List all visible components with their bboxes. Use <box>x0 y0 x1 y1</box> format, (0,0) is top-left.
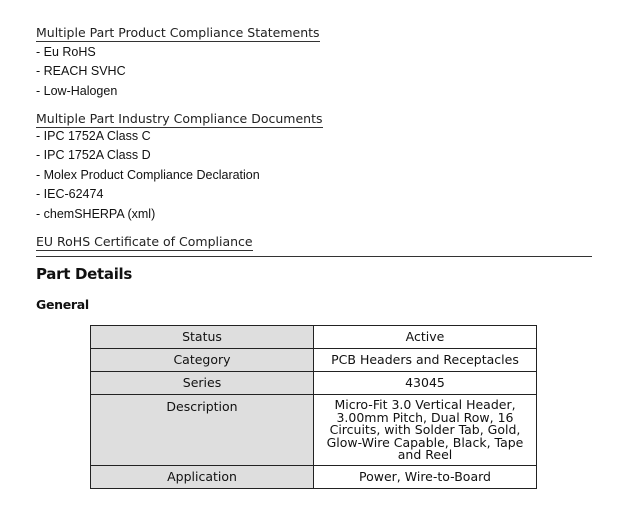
rohs-certificate-heading[interactable]: EU RoHS Certificate of Compliance <box>36 234 253 249</box>
list-item: - REACH SVHC <box>36 64 126 79</box>
list-item: - Eu RoHS <box>36 45 96 59</box>
table-row <box>91 326 537 349</box>
list-item: - chemSHERPA (xml) <box>36 206 156 221</box>
application-label: Application <box>91 465 314 488</box>
description-value: Micro-Fit 3.0 Vertical Header, 3.00mm Pitch, Dual Row, 16 Circuits, with Solder Tab, Gold, Glow-Wire Capable, Black, Tape and Reel <box>314 395 537 466</box>
general-subtitle: General <box>36 297 89 312</box>
industry-compliance-list <box>36 127 260 224</box>
product-compliance-heading[interactable]: Multiple Part Product Compliance Statements <box>36 25 320 40</box>
product-compliance-list <box>36 43 126 101</box>
description-label: Description <box>91 395 314 466</box>
section-divider <box>36 256 592 257</box>
list-item: - IEC-62474 <box>36 187 104 202</box>
list-item: - Low-Halogen <box>36 83 118 98</box>
industry-compliance-heading[interactable]: Multiple Part Industry Compliance Documents <box>36 111 323 126</box>
list-item: - IPC 1752A Class D <box>36 148 151 163</box>
list-item: - IPC 1752A Class C <box>36 129 151 143</box>
category-label: Category <box>91 349 314 372</box>
application-value: Power, Wire-to-Board <box>314 465 537 488</box>
table-row <box>91 349 537 372</box>
table-row <box>91 372 537 395</box>
table-row <box>91 465 537 488</box>
category-value: PCB Headers and Receptacles <box>314 349 537 372</box>
status-label: Status <box>91 326 314 349</box>
part-details-title: Part Details <box>36 265 133 283</box>
list-item: - Molex Product Compliance Declaration <box>36 167 260 182</box>
series-label: Series <box>91 372 314 395</box>
status-value: Active <box>314 326 537 349</box>
part-details-table <box>90 325 537 489</box>
series-value: 43045 <box>314 372 537 395</box>
table-row <box>91 395 537 466</box>
